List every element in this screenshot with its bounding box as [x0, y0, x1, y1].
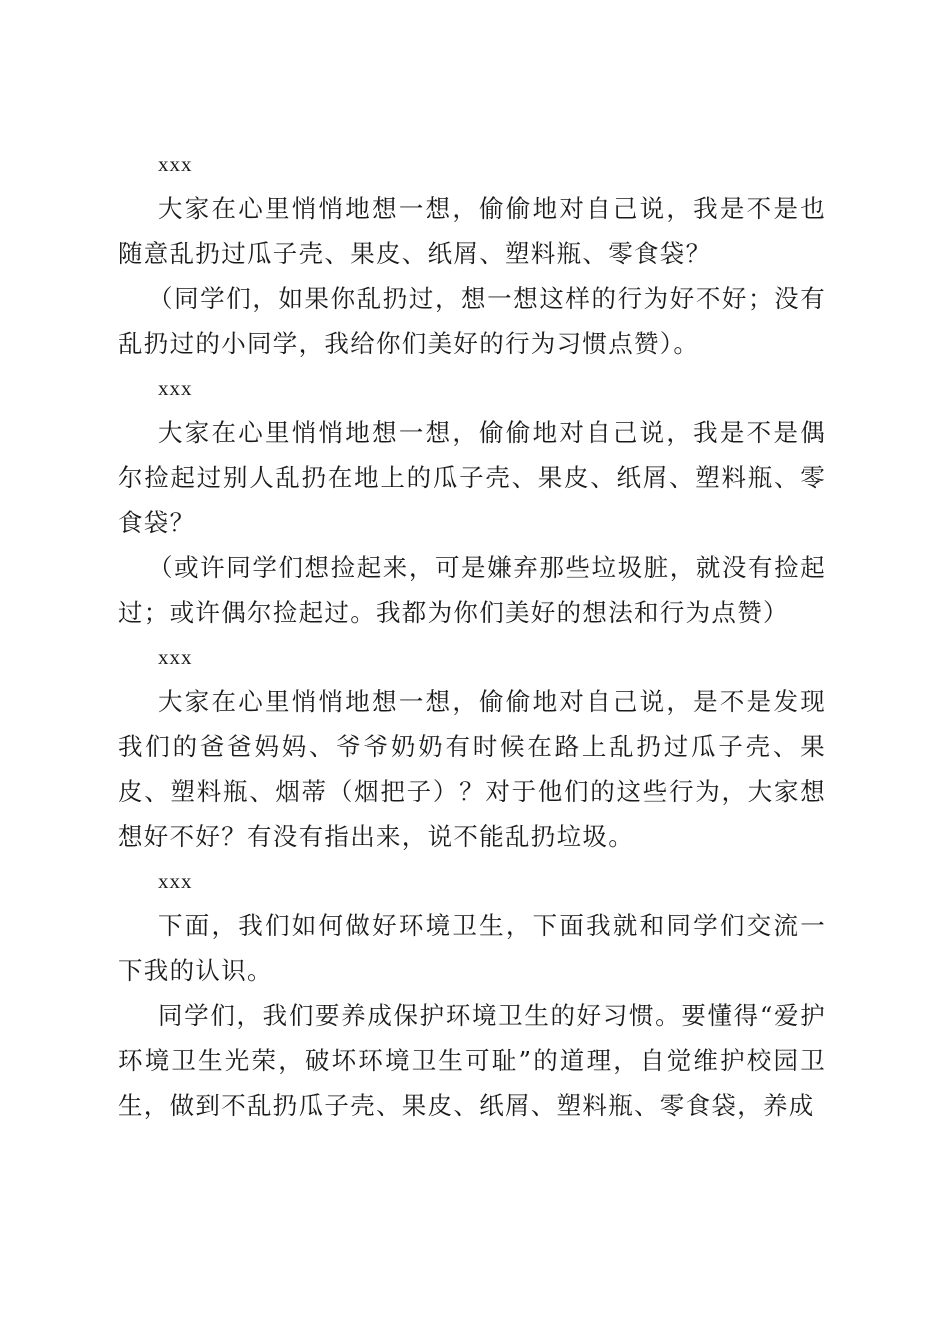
paragraph: 同学们，我们要养成保护环境卫生的好习惯。要懂得“爱护环境卫生光荣，破坏环境卫生可耻”的道理，自觉维护校园卫生，做到不乱扔瓜子壳、果皮、纸屑、塑料瓶、零食袋，养成	[118, 1001, 826, 1120]
speaker-label: xxx	[158, 376, 193, 400]
paragraph: （同学们，如果你乱扔过，想一想这样的行为好不好；没有乱扔过的小同学，我给你们美好的行为习惯点赞）。	[118, 284, 826, 358]
speaker-label: xxx	[158, 152, 193, 176]
paragraph: 大家在心里悄悄地想一想，偷偷地对自己说，我是不是偶尔捡起过别人乱扔在地上的瓜子壳、果皮、纸屑、塑料瓶、零食袋？	[118, 418, 826, 537]
speaker-label: xxx	[158, 645, 193, 669]
paragraph: 大家在心里悄悄地想一想，偷偷地对自己说，是不是发现我们的爸爸妈妈、爷爷奶奶有时候在路上乱扔过瓜子壳、果皮、塑料瓶、烟蒂（烟把子）？对于他们的这些行为，大家想想好不好？有没有指出来，说不能乱扔垃圾。	[118, 687, 826, 851]
paragraph: （或许同学们想捡起来，可是嫌弃那些垃圾脏，就没有捡起过；或许偶尔捡起过。我都为你们美好的想法和行为点赞）	[118, 553, 826, 627]
document-body	[118, 142, 826, 1128]
paragraph: 下面，我们如何做好环境卫生，下面我就和同学们交流一下我的认识。	[118, 911, 826, 985]
paragraph: 大家在心里悄悄地想一想，偷偷地对自己说，我是不是也随意乱扔过瓜子壳、果皮、纸屑、塑料瓶、零食袋？	[118, 194, 826, 268]
speaker-label: xxx	[158, 869, 193, 893]
